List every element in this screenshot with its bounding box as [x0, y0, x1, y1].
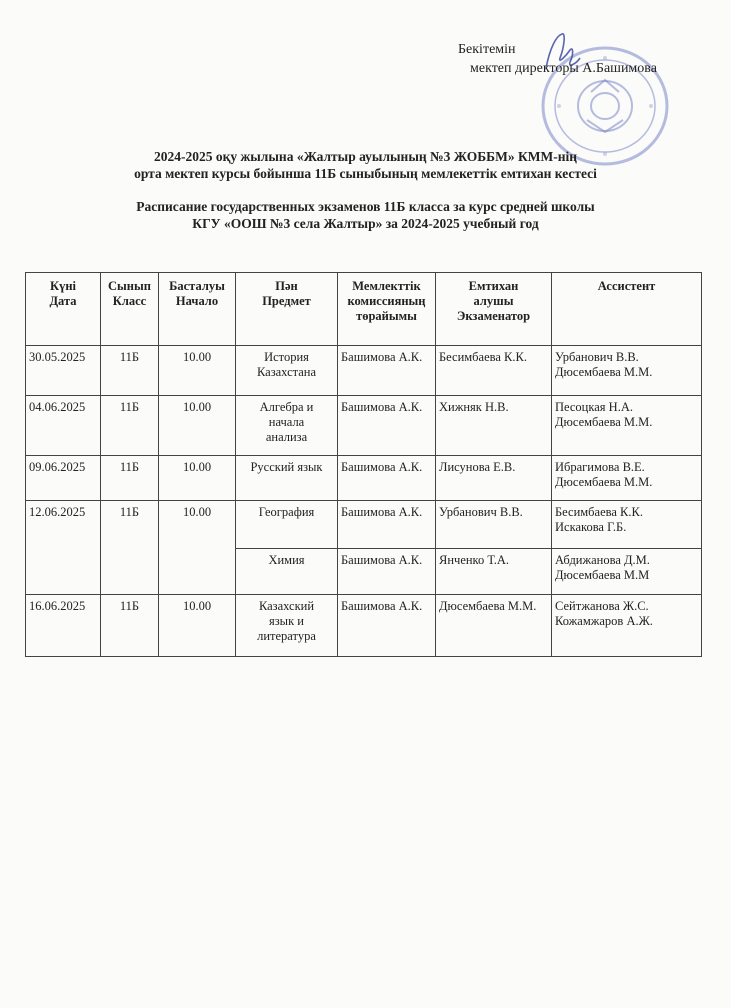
cell-date: 16.06.2025: [26, 595, 101, 657]
cell-subject: Казахский язык и литература: [236, 595, 338, 657]
cell-chair: Башимова А.К.: [338, 396, 436, 456]
heading-kazakh-line2: орта мектеп курсы бойынша 11Б сыныбының мемлекеттік емтихан кестесі: [134, 166, 597, 181]
table-row: [26, 595, 702, 657]
header-assistant: Ассистент: [552, 273, 702, 346]
table-header-row: [26, 273, 702, 346]
cell-assistants: Сейтжанова Ж.С. Кожамжаров А.Ж.: [552, 595, 702, 657]
cell-examiner: Лисунова Е.В.: [436, 456, 552, 501]
cell-class: 11Б: [101, 501, 159, 595]
cell-class: 11Б: [101, 595, 159, 657]
cell-subject: История Казахстана: [236, 346, 338, 396]
cell-examiner: Дюсембаева М.М.: [436, 595, 552, 657]
cell-examiner: Бесимбаева К.К.: [436, 346, 552, 396]
approval-block: [458, 40, 657, 78]
cell-subject: Химия: [236, 549, 338, 595]
cell-examiner: Урбанович В.В.: [436, 501, 552, 549]
header-date: Күні Дата: [26, 273, 101, 346]
cell-assistants: Урбанович В.В. Дюсембаева М.М.: [552, 346, 702, 396]
cell-chair: Башимова А.К.: [338, 456, 436, 501]
table-row: [26, 396, 702, 456]
cell-assistants: Песоцкая Н.А. Дюсембаева М.М.: [552, 396, 702, 456]
cell-date: 04.06.2025: [26, 396, 101, 456]
cell-subject: Алгебра и начала анализа: [236, 396, 338, 456]
cell-examiner: Янченко Т.А.: [436, 549, 552, 595]
cell-date: 09.06.2025: [26, 456, 101, 501]
heading-russian: [0, 198, 731, 232]
heading-kazakh-line1: 2024-2025 оқу жылына «Жалтыр ауылының №3 ЖОББМ» КММ-нің: [153, 149, 578, 164]
cell-start: 10.00: [159, 346, 236, 396]
cell-chair: Башимова А.К.: [338, 549, 436, 595]
cell-start: 10.00: [159, 396, 236, 456]
cell-start: 10.00: [159, 456, 236, 501]
header-subject: Пән Предмет: [236, 273, 338, 346]
header-start: Басталуы Начало: [159, 273, 236, 346]
cell-date: 12.06.2025: [26, 501, 101, 595]
cell-subject: География: [236, 501, 338, 549]
cell-start: 10.00: [159, 501, 236, 595]
cell-subject: Русский язык: [236, 456, 338, 501]
approval-signatory: мектеп директоры А.Башимова: [470, 61, 657, 76]
cell-assistants: Абдижанова Д.М. Дюсембаева М.М: [552, 549, 702, 595]
cell-assistants: Ибрагимова В.Е. Дюсембаева М.М.: [552, 456, 702, 501]
heading-russian-line1: Расписание государственных экзаменов 11Б класса за курс средней школы: [136, 199, 595, 214]
table-row: [26, 501, 702, 549]
cell-date: 30.05.2025: [26, 346, 101, 396]
cell-chair: Башимова А.К.: [338, 346, 436, 396]
header-examiner: Емтихан алушы Экзаменатор: [436, 273, 552, 346]
header-commission-chair: Мемлекттік комиссияның төрайымы: [338, 273, 436, 346]
header-class: Сынып Класс: [101, 273, 159, 346]
cell-class: 11Б: [101, 396, 159, 456]
cell-assistants: Бесимбаева К.К. Искакова Г.Б.: [552, 501, 702, 549]
heading-kazakh: [0, 148, 731, 182]
cell-chair: Башимова А.К.: [338, 501, 436, 549]
table-row: [26, 456, 702, 501]
cell-chair: Башимова А.К.: [338, 595, 436, 657]
table-row: [26, 346, 702, 396]
cell-class: 11Б: [101, 456, 159, 501]
cell-start: 10.00: [159, 595, 236, 657]
cell-class: 11Б: [101, 346, 159, 396]
exam-schedule-table: [25, 272, 702, 657]
heading-russian-line2: КГУ «ООШ №3 села Жалтыр» за 2024-2025 учебный год: [192, 216, 539, 231]
approval-title: Бекітемін: [458, 42, 516, 57]
cell-examiner: Хижняк Н.В.: [436, 396, 552, 456]
